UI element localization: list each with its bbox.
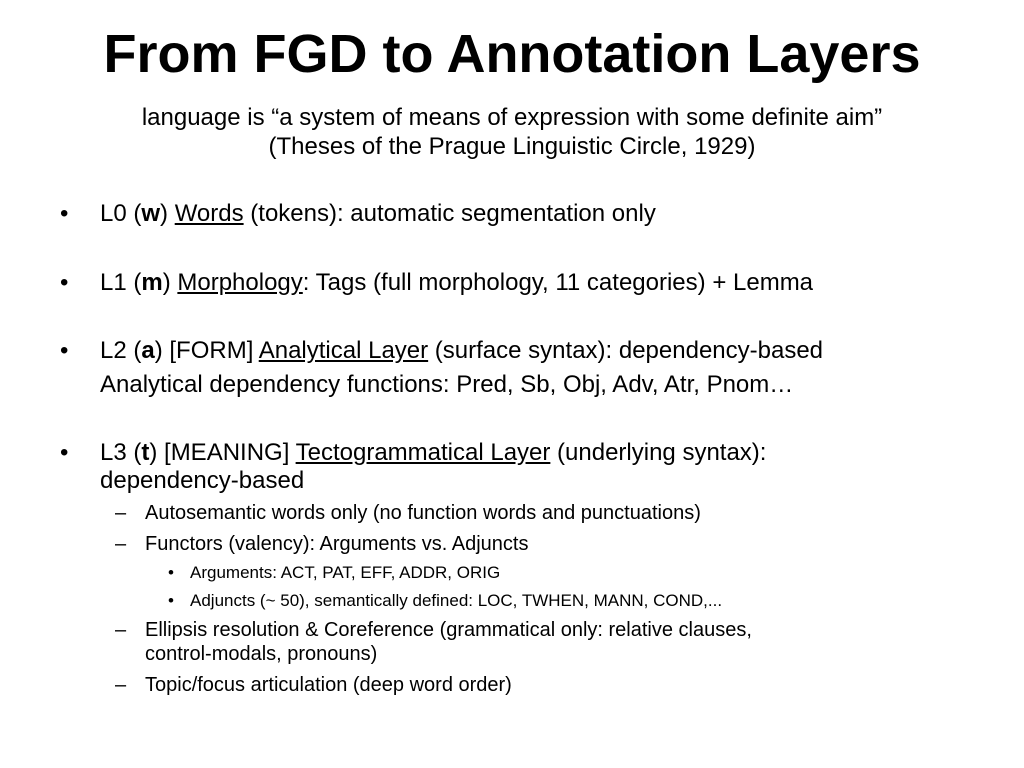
l3-pre: L3 ( — [100, 439, 142, 466]
subitem-text: Functors (valency): Arguments vs. Adjuncts — [145, 533, 529, 555]
l3-bold: t — [141, 439, 150, 466]
subsubitem-adjuncts — [168, 590, 723, 611]
l2-mid: ) [FORM] — [154, 337, 259, 364]
bullet-marker: • — [60, 439, 69, 466]
bullet-marker: • — [168, 563, 174, 582]
l0-mid: ) — [160, 200, 175, 227]
dash-marker: – — [115, 533, 127, 555]
l1-pre: L1 ( — [100, 269, 142, 296]
bullet-marker: • — [168, 591, 174, 610]
l1-term: Morphology — [177, 269, 303, 296]
bullet-l3-line-2: dependency-based — [100, 467, 305, 494]
dash-marker: – — [115, 502, 127, 524]
l2-pre: L2 ( — [100, 337, 142, 364]
bullet-l1 — [60, 268, 814, 297]
subsubitem-arguments — [168, 562, 501, 583]
bullet-marker: • — [60, 200, 69, 227]
l3-term: Tectogrammatical Layer — [295, 439, 551, 466]
subitem-text: Topic/focus articulation (deep word order) — [145, 674, 512, 696]
subsubitem-text: Arguments: ACT, PAT, EFF, ADDR, ORIG — [190, 563, 501, 582]
bullet-l2 — [60, 336, 824, 365]
subitem-ellipsis-line-2: control-modals, pronouns) — [145, 643, 378, 665]
subitem-topic — [115, 673, 512, 697]
slide-title: From FGD to Annotation Layers — [103, 24, 921, 84]
quote — [0, 103, 1024, 161]
quote-line-2: (Theses of the Prague Linguistic Circle, 1929) — [268, 133, 756, 160]
l1-mid: ) — [162, 269, 178, 296]
subitem-text: Autosemantic words only (no function words and punctuations) — [145, 502, 701, 524]
bullet-l2-line-2: Analytical dependency functions: Pred, Sb, Obj, Adv, Atr, Pnom… — [100, 371, 794, 398]
bullet-l0 — [60, 199, 656, 228]
l2-term: Analytical Layer — [258, 337, 429, 364]
l0-bold: w — [141, 200, 161, 227]
bullet-l3 — [60, 438, 767, 467]
l0-term: Words — [174, 200, 244, 227]
l3-post: (underlying syntax): — [550, 439, 767, 466]
l3-mid: ) [MEANING] — [149, 439, 296, 466]
subitem-functors — [115, 532, 529, 556]
l1-bold: m — [141, 269, 163, 296]
l0-post: (tokens): automatic segmentation only — [243, 200, 656, 227]
bullet-marker: • — [60, 337, 69, 364]
l0-pre: L0 ( — [100, 200, 142, 227]
l1-post: : Tags (full morphology, 11 categories) + Lemma — [302, 269, 814, 296]
subsubitem-text: Adjuncts (~ 50), semantically defined: LOC, TWHEN, MANN, COND,... — [190, 591, 723, 610]
bullet-marker: • — [60, 269, 69, 296]
subitem-autosemantic — [115, 501, 701, 525]
subitem-text: Ellipsis resolution & Coreference (grammatical only: relative clauses, — [145, 619, 752, 641]
subitem-ellipsis — [115, 618, 752, 642]
l2-post: (surface syntax): dependency-based — [428, 337, 824, 364]
quote-line-1: language is “a system of means of expression with some definite aim” — [141, 104, 883, 131]
dash-marker: – — [115, 674, 127, 696]
l2-bold: a — [141, 337, 155, 364]
dash-marker: – — [115, 619, 127, 641]
